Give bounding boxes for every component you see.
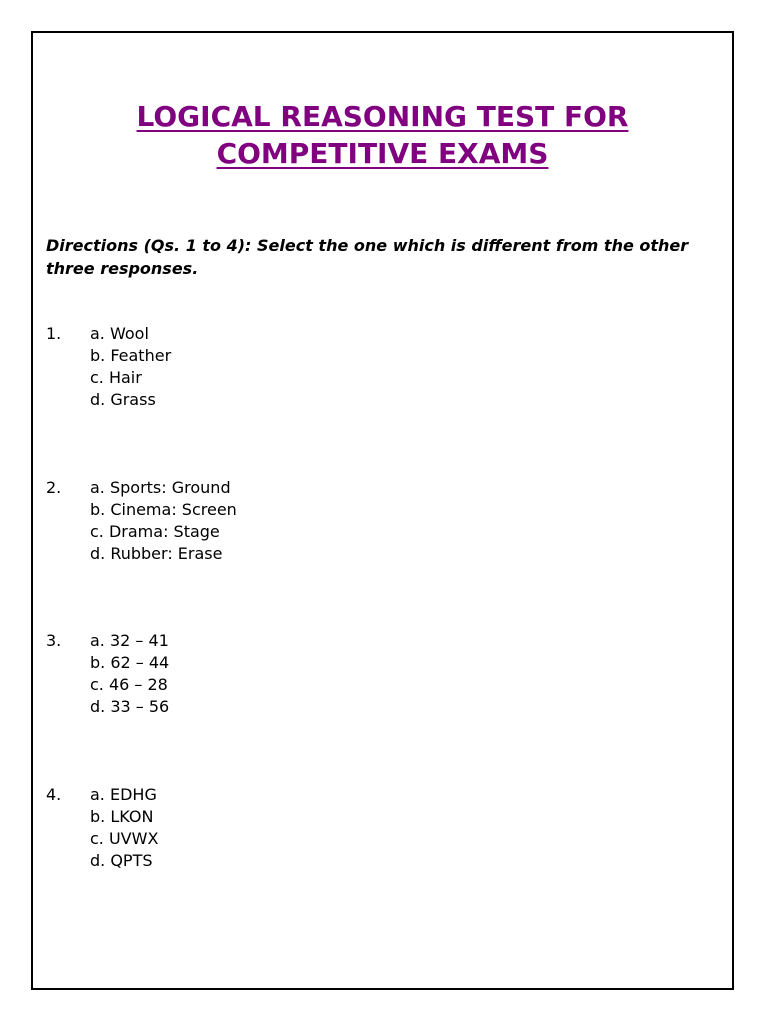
option-b: b. Cinema: Screen <box>90 500 237 519</box>
option-b: b. 62 – 44 <box>90 653 170 672</box>
option-d: d. Grass <box>90 390 156 409</box>
title-line-2: COMPETITIVE EXAMS <box>216 137 549 170</box>
option-d: d. QPTS <box>90 851 153 870</box>
page-frame <box>31 31 734 990</box>
option-a: a. Wool <box>90 324 149 343</box>
option-c: c. 46 – 28 <box>90 675 168 694</box>
document-title <box>33 98 732 172</box>
question-number: 3. <box>46 631 62 650</box>
option-b: b. LKON <box>90 807 154 826</box>
option-c: c. Hair <box>90 368 142 387</box>
option-c: c. Drama: Stage <box>90 522 220 541</box>
title-line-1: LOGICAL REASONING TEST FOR <box>136 100 629 133</box>
option-c: c. UVWX <box>90 829 159 848</box>
question-number: 2. <box>46 478 62 497</box>
options-list <box>90 784 158 872</box>
directions-text: Directions (Qs. 1 to 4): Select the one which is different from the other three responses. <box>46 236 689 278</box>
option-d: d. Rubber: Erase <box>90 544 223 563</box>
option-a: a. EDHG <box>90 785 157 804</box>
option-a: a. 32 – 41 <box>90 631 169 650</box>
option-a: a. Sports: Ground <box>90 478 231 497</box>
options-list <box>90 323 171 411</box>
question-number: 1. <box>46 324 62 343</box>
options-list <box>90 477 237 565</box>
options-list <box>90 630 169 718</box>
option-d: d. 33 – 56 <box>90 697 170 716</box>
option-b: b. Feather <box>90 346 172 365</box>
question-number: 4. <box>46 785 62 804</box>
